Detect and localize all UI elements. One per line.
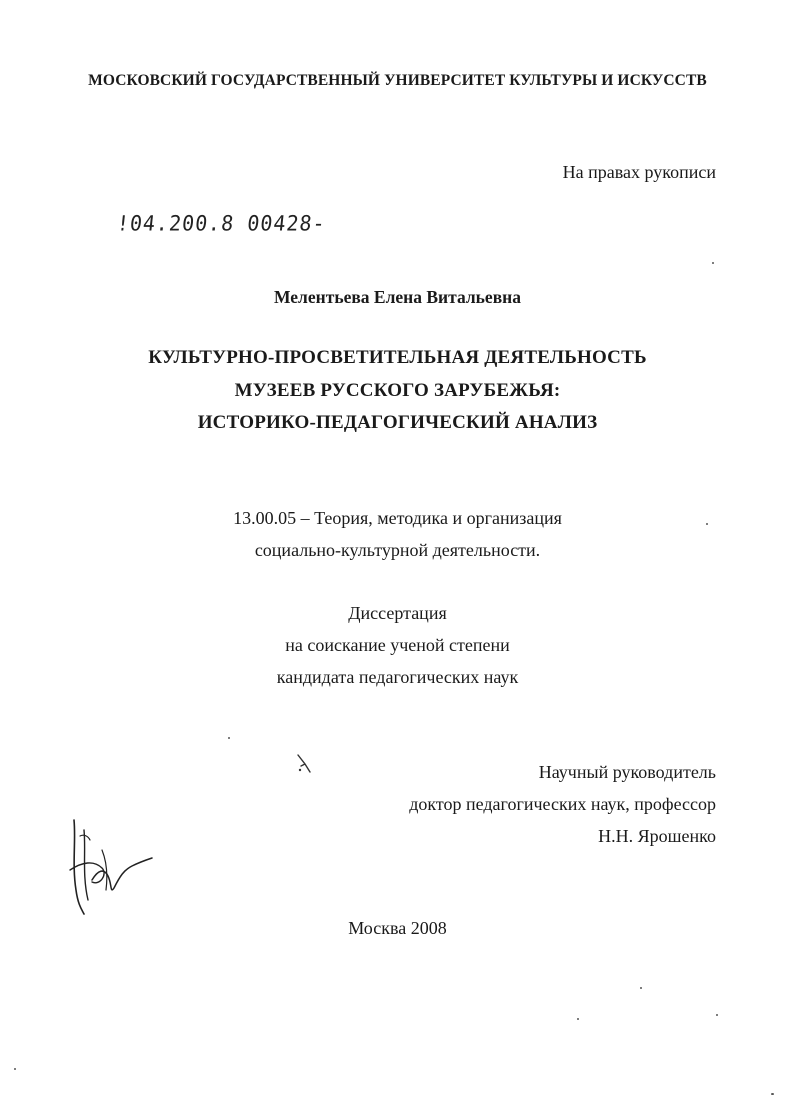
handwritten-signature xyxy=(62,810,162,920)
specialty-line-2: социально-культурной деятельности. xyxy=(254,540,541,560)
scan-speck xyxy=(712,262,714,264)
registration-stamp: !04.200.8 00428- xyxy=(115,210,327,236)
dissertation-line-2: на соискание ученой степени xyxy=(285,635,510,655)
title-line-3: ИСТОРИКО-ПЕДАГОГИЧЕСКИЙ АНАЛИЗ xyxy=(197,412,598,433)
scan-speck xyxy=(14,1068,16,1070)
dissertation-line-1: Диссертация xyxy=(348,603,447,623)
manuscript-note: На правах рукописи xyxy=(562,162,716,182)
scan-speck xyxy=(716,1014,718,1016)
city-year: Москва 2008 xyxy=(348,918,447,938)
scan-speck xyxy=(577,1018,579,1020)
scan-speck xyxy=(228,737,230,739)
scan-speck xyxy=(771,1093,774,1095)
specialty-line-1: 13.00.05 – Теория, методика и организация xyxy=(233,508,562,528)
supervisor-label: Научный руководитель xyxy=(538,762,716,782)
supervisor-name: Н.Н. Ярошенко xyxy=(598,826,716,846)
dissertation-line-3: кандидата педагогических наук xyxy=(276,667,519,687)
scan-speck xyxy=(706,523,708,525)
scan-speck xyxy=(640,987,642,989)
author-name: Мелентьева Елена Витальевна xyxy=(274,287,521,307)
title-line-2: МУЗЕЕВ РУССКОГО ЗАРУБЕЖЬЯ: xyxy=(234,380,561,401)
university-name: МОСКОВСКИЙ ГОСУДАРСТВЕННЫЙ УНИВЕРСИТЕТ КУЛЬТУРЫ И ИСКУССТВ xyxy=(88,72,707,89)
title-line-1: КУЛЬТУРНО-ПРОСВЕТИТЕЛЬНАЯ ДЕЯТЕЛЬНОСТЬ xyxy=(148,347,647,368)
scan-mark xyxy=(295,752,313,776)
supervisor-degree: доктор педагогических наук, профессор xyxy=(409,794,716,814)
